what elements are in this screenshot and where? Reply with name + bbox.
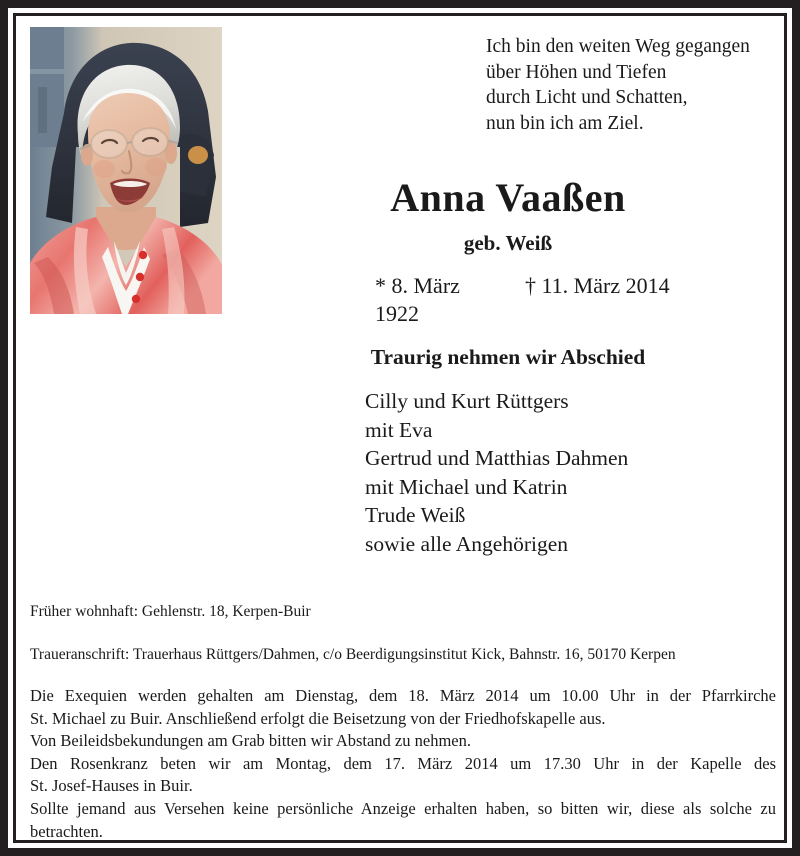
family-member-6: sowie alle Angehörigen: [365, 531, 569, 556]
life-dates: [228, 272, 784, 328]
poem-block: [486, 34, 784, 136]
deceased-name: Anna Vaaßen: [390, 175, 626, 220]
info-block: [30, 602, 776, 840]
exequien-line-2: St. Michael zu Buir. Anschließend erfolgt die Beisetzung von der Friedhofskapelle aus.: [30, 708, 606, 728]
rosary-line-1: Den Rosenkranz beten wir am Montag, dem 17. März 2014 um 17.30 Uhr in der Kapelle des: [30, 753, 776, 773]
condolences-paragraph: [30, 730, 776, 753]
poem-line-1: Ich bin den weiten Weg gegangen: [486, 36, 750, 57]
portrait-photo-image: [30, 27, 222, 314]
family-member-1: Cilly und Kurt Rüttgers: [365, 389, 569, 413]
poem-line-3: durch Licht und Schatten,: [486, 87, 688, 108]
death-date: † 11. März 2014: [525, 273, 670, 298]
notice-sheet: [16, 16, 784, 840]
exequien-line-1: Die Exequien werden gehalten am Dienstag, dem 18. März 2014 um 10.00 Uhr in der Pfarrkirche: [30, 686, 776, 705]
farewell-heading: Traurig nehmen wir Abschied: [370, 345, 646, 369]
previous-residence: Früher wohnhaft: Gehlenstr. 18, Kerpen-Buir: [30, 603, 311, 620]
poem-line-4: nun bin ich am Ziel.: [486, 112, 644, 134]
mourning-address: Traueranschrift: Trauerhaus Rüttgers/Dahmen, c/o Beerdigungsinstitut Kick, Bahnstr. 16, 50170 Kerpen: [30, 646, 676, 663]
family-member-2: mit Eva: [365, 417, 433, 442]
rosary-line-2: St. Josef-Hauses in Buir.: [30, 776, 193, 796]
frame-inner-rule: [13, 13, 787, 843]
arrangements-block: [30, 685, 776, 840]
general-notice-line-2: betrachten.: [30, 821, 103, 840]
poem-line-2: über Höhen und Tiefen: [486, 61, 667, 83]
birth-date: * 8. März 1922: [375, 273, 460, 326]
family-list: [365, 387, 784, 558]
family-member-5: Trude Weiß: [365, 503, 466, 527]
condolences-line: Von Beileidsbekundungen am Grab bitten wir Abstand zu nehmen.: [30, 731, 471, 751]
general-notice-paragraph: [30, 798, 776, 840]
general-notice-line-1: Sollte jemand aus Versehen keine persönliche Anzeige erhalten haben, so bitten wir, diese als solche zu: [30, 798, 776, 818]
portrait-photo: [30, 27, 222, 314]
family-member-3: Gertrud und Matthias Dahmen: [365, 446, 629, 470]
rosary-paragraph: [30, 753, 776, 798]
exequien-paragraph: [30, 685, 776, 730]
name-block: [228, 174, 784, 328]
frame-white-gap: [8, 8, 792, 848]
maiden-name: geb. Weiß: [463, 231, 553, 255]
family-member-4: mit Michael und Katrin: [365, 474, 568, 499]
